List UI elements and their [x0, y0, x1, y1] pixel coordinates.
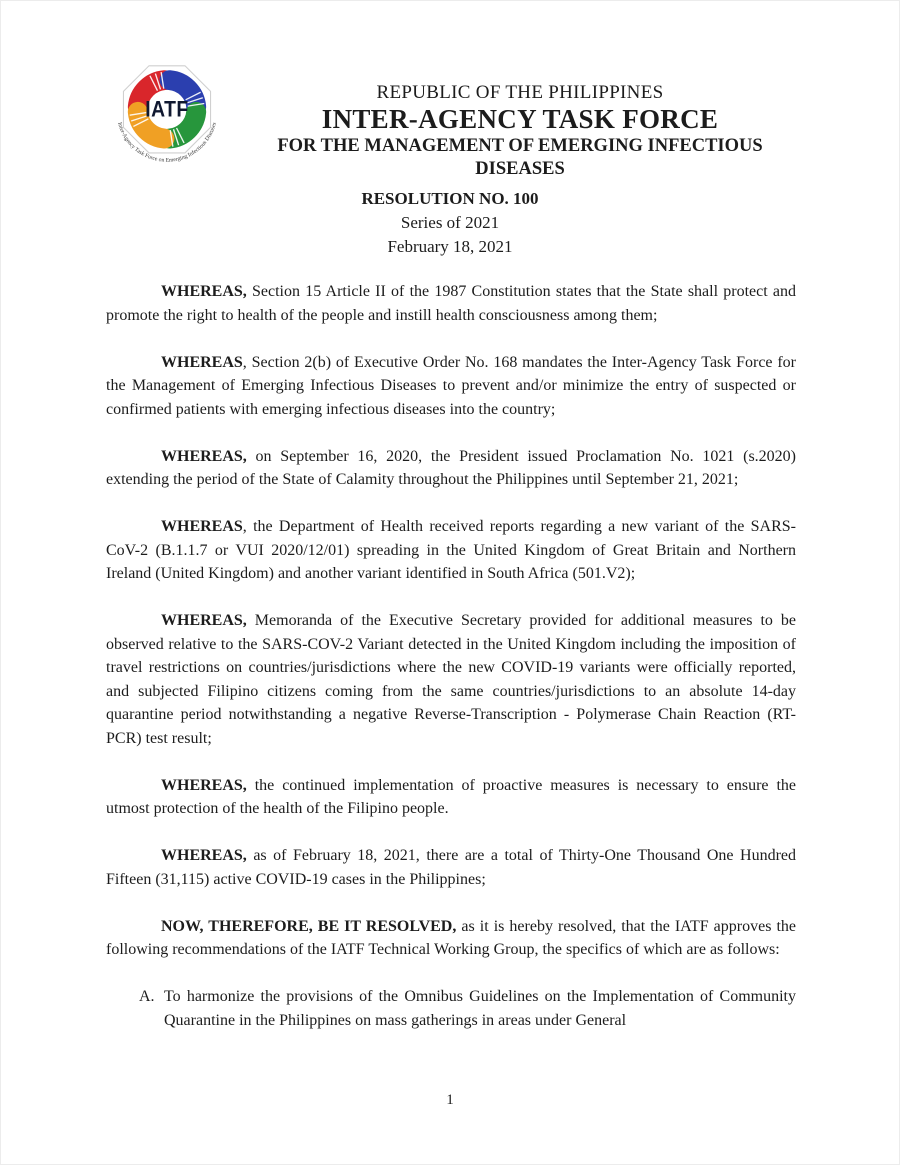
paragraph-lead: WHEREAS, — [161, 447, 247, 465]
letterhead-agency: INTER-AGENCY TASK FORCE — [321, 104, 719, 134]
page-number: 1 — [446, 1092, 454, 1108]
paragraph-resolved — [106, 915, 796, 962]
document-body — [106, 280, 796, 1033]
paragraph-whereas-7 — [106, 844, 796, 891]
list-marker: A. — [139, 988, 155, 1005]
paragraph-lead: WHEREAS, — [161, 283, 247, 300]
paragraph-text: Section 15 Article II of the 1987 Constitution states that the State shall protect and promote the right to health of the people and instill health consciousness among them; — [106, 283, 796, 324]
letterhead-republic: REPUBLIC OF THE PHILIPPINES — [376, 82, 664, 103]
iatf-logo-icon — [104, 57, 230, 168]
paragraph-lead: WHEREAS, — [161, 612, 247, 629]
paragraph-whereas-3 — [106, 445, 796, 492]
paragraph-whereas-5 — [106, 609, 796, 750]
paragraph-whereas-1 — [106, 280, 796, 327]
resolution-title-block — [1, 187, 899, 259]
paragraph-text: as it is hereby resolved, that the IATF approves the following recommendations of the IATF Technical Working Group, the specifics of which are as follows: — [106, 917, 797, 958]
paragraph-lead: WHEREAS — [161, 353, 243, 371]
paragraph-text: , Section 2(b) of Executive Order No. 168 mandates the Inter-Agency Task Force for the Management of Emerging Infectious Diseases to prevent and/or minimize the entry of suspected or confirmed patients with emerging infectious diseases into the country; — [106, 353, 796, 418]
paragraph-whereas-4 — [106, 515, 796, 586]
resolution-date: February 18, 2021 — [387, 237, 513, 256]
paragraph-lead: WHEREAS, — [161, 776, 247, 794]
paragraph-text: as of February 18, 2021, there are a total of Thirty-One Thousand One Hundred Fifteen (31,115) active COVID-19 cases in the Philippines; — [106, 847, 796, 888]
logo-center-text: IATF — [145, 97, 189, 122]
recommendations-list — [106, 985, 796, 1033]
letterhead-subtitle: FOR THE MANAGEMENT OF EMERGING INFECTIOUS DISEASES — [277, 136, 763, 179]
resolution-series: Series of 2021 — [400, 213, 500, 232]
logo-ring-text: Inter-Agency Task Force on Emerging Infectious Diseases — [116, 121, 218, 164]
paragraph-text: , the Department of Health received reports regarding a new variant of the SARS-CoV-2 (B.1.1.7 or VUI 2020/12/01) spreading in the United Kingdom of Great Britain and Northern Ireland (United Kingdom) and another variant identified in South Africa (501.V2); — [106, 518, 796, 582]
paragraph-lead: WHEREAS — [161, 518, 243, 535]
paragraph-text: on September 16, 2020, the President issued Proclamation No. 1021 (s.2020) extending the period of the State of Calamity throughout the Philippines until September 21, 2021; — [106, 447, 796, 488]
letterhead — [241, 81, 799, 181]
iatf-logo — [104, 57, 230, 168]
paragraph-text: the continued implementation of proactive measures is necessary to ensure the utmost protection of the health of the Filipino people. — [106, 776, 796, 817]
paragraph-lead: NOW, THEREFORE, BE IT RESOLVED, — [161, 917, 457, 935]
list-item-text: To harmonize the provisions of the Omnibus Guidelines on the Implementation of Community Quarantine in the Philippines on mass gatherings in areas under General — [164, 988, 796, 1029]
paragraph-lead: WHEREAS, — [161, 847, 247, 864]
document-header — [1, 57, 899, 177]
list-item-a — [139, 985, 796, 1033]
paragraph-whereas-6 — [106, 774, 796, 821]
paragraph-whereas-2 — [106, 351, 796, 422]
paragraph-text: Memoranda of the Executive Secretary provided for additional measures to be observed relative to the SARS-COV-2 Variant detected in the United Kingdom including the imposition of travel restrictions on countries/jurisdictions where the new COVID-19 variants were officially reported, and subjected Filipino citizens coming from the same countries/jurisdictions to an absolute 14-day quarantine period notwithstanding a negative Reverse-Transcription - Polymerase Chain Reaction (RT-PCR) test result; — [106, 612, 796, 747]
resolution-number: RESOLUTION NO. 100 — [361, 189, 539, 208]
